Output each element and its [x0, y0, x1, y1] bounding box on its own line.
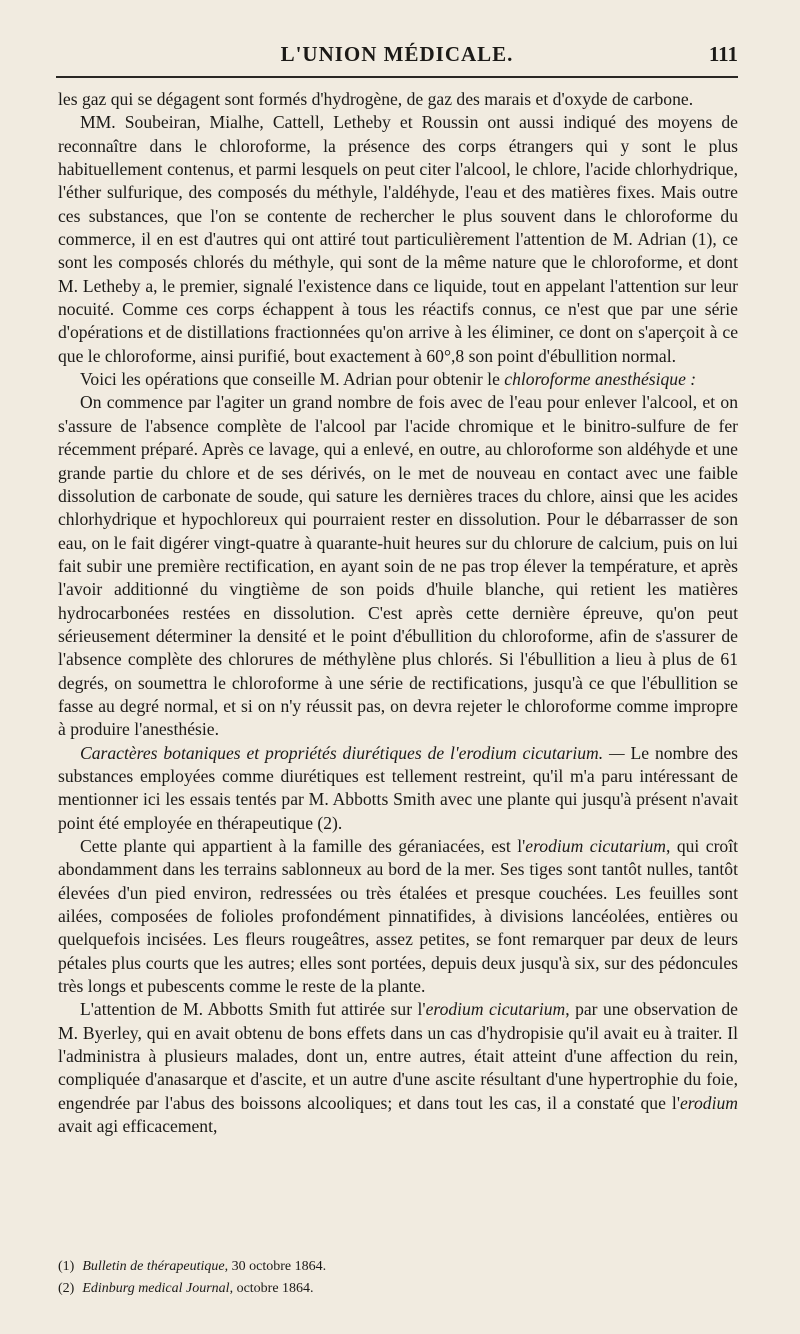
paragraph	[58, 111, 738, 368]
footnote-source: Edinburg medical Journal	[82, 1281, 230, 1296]
section-heading: Caractères botaniques et propriétés diurétiques de l'erodium cicutarium. —	[80, 742, 625, 763]
footnotes	[58, 1256, 738, 1300]
paragraph-text: Cette plante qui appartient à la famille des géraniacées, est l'	[80, 836, 526, 856]
paragraph	[58, 998, 738, 1138]
paragraph	[58, 88, 738, 111]
footnote-source: Bulletin de thérapeutique	[82, 1259, 225, 1274]
footnote-number: (2)	[58, 1281, 75, 1296]
paragraph	[58, 391, 738, 741]
paragraph-text: On commence par l'agiter un grand nombre de fois avec de l'eau pour enlever l'alcool, et on s'assure de l'absence complète de l'alcool par l'acide chromique et le binitro-sulfure de fer récemment préparé. Après ce lavage, qui a enlevé, en outre, au chloroforme son aldéhyde et une grande partie du chlore et de ses dérivés, on le met de nouveau en contact avec une faible dissolution de carbonate de soude, qui sature les dernières traces du chlore, ainsi que les acides chlorhydrique et hypochloreux qui pourraient rester en dissolution. Pour le débarrasser de son eau, on le fait digérer vingt-quatre à quarante-huit heures sur du chlorure de calcium, puis on lui fait subir une première rectification, en ayant soin de ne pas trop élever la température, et après l'avoir additionné du vingtième de son poids d'huile blanche, qui retient les matières hydrocarbonées restées en dissolution. C'est après cette dernière épreuve, qu'on peut sérieusement déterminer la densité et le point d'ébullition du chloroforme, afin de s'assurer de l'absence complète des chlorures de méthylène plus chlorés. Si l'ébullition a lieu à plus de 61 degrés, on soumettra le chloroforme à une série de rectifications, jusqu'à ce que l'ébullition se fasse au degré normal, et si on n'y réussit pas, on devra rejeter le chloroforme comme impropre à produire l'anesthésie.	[58, 392, 738, 740]
paragraph-text: avait agi efficacement,	[58, 1116, 218, 1137]
footnote-number: (1)	[58, 1259, 75, 1274]
running-header	[56, 36, 738, 78]
paragraph-text: L'attention de M. Abbotts Smith fut attirée sur l'	[80, 999, 426, 1020]
journal-title: L'UNION MÉDICALE.	[280, 42, 514, 66]
footnote	[58, 1256, 738, 1278]
footnote-detail: , octobre 1864.	[229, 1281, 314, 1296]
italic-term: erodium	[680, 1092, 738, 1113]
paragraph	[58, 368, 738, 391]
section-paragraph	[58, 742, 738, 835]
italic-term: erodium cicutarium	[425, 999, 566, 1020]
page-number: 111	[708, 42, 738, 66]
italic-term: chloroforme anesthésique :	[504, 369, 697, 390]
paragraph-text: , qui croît abondamment dans les terrains sablonneux au bord de la mer. Ses tiges sont tantôt nulles, tantôt élevées d'un pied environ, redressées ou très étalées et presque couchées. Les feuilles sont ailées, composées de folioles profondément pinnatifides, à divisions lancéolées, entières ou quelquefois incisées. Les fleurs rougeâtres, assez petites, se font remarquer par deux de leurs pétales plus courts que les autres; elles sont portées, depuis deux jusqu'à six, sur des pédoncules très longs et pubescents comme le reste de la plante.	[58, 836, 738, 997]
paragraph-text: Voici les opérations que conseille M. Adrian pour obtenir le	[80, 369, 505, 390]
footnote-detail: , 30 octobre 1864.	[224, 1259, 327, 1274]
paragraph-text: , par une observation de M. Byerley, qui en avait obtenu de bons effets dans un cas d'hydropisie qu'il avait eu à traiter. Il l'administra à plusieurs malades, dont un, entre autres, était atteint d'une affection du rein, compliquée d'anasarque et d'ascite, et un autre d'une ascite résultant d'une hypertrophie du foie, engendrée par l'abus des boissons alcooliques; et dans tout les cas, il a constaté que l'	[58, 999, 738, 1113]
paragraph	[58, 835, 738, 998]
body-text	[58, 88, 738, 1138]
footnote	[58, 1278, 738, 1300]
paragraph-text: les gaz qui se dégagent sont formés d'hydrogène, de gaz des marais et d'oxyde de carbone.	[58, 89, 694, 109]
paragraph-text: Le nombre des substances employées comme diurétiques est tellement restreint, qu'il m'a paru intéressant de mentionner ici les essais tentés par M. Abbotts Smith avec une plante qui jusqu'à présent n'avait point été employée en thérapeutique (2).	[58, 742, 738, 833]
italic-term: erodium cicutarium	[525, 836, 666, 856]
paragraph-text: MM. Soubeiran, Mialhe, Cattell, Letheby et Roussin ont aussi indiqué des moyens de reconnaître dans le chloroforme, la présence des corps étrangers qui y sont le plus habituellement contenus, et parmi lesquels on peut citer l'alcool, le chlore, l'acide chlorhydrique, l'éther sulfurique, des composés du méthyle, l'aldéhyde, l'eau et des matières fixes. Mais outre ces substances, que l'on se contente de rechercher le plus souvent dans le chloroforme du commerce, il en est d'autres qui ont attiré tout particulièrement l'attention de M. Adrian (1), ce sont les composés chlorés du méthyle, qui sont de la même nature que le chloroforme, et dont M. Letheby a, le premier, signalé l'existence dans ce liquide, tout en appelant l'attention sur leur nocuité. Comme ces corps échappent à tous les réactifs connus, ce n'est que par une série d'opérations et de distillations fractionnées qu'on arrive à les éliminer, ce dont on s'aperçoit à ce que le chloroforme, ainsi purifié, bout exactement à 60°,8 son point d'ébullition normal.	[58, 112, 738, 366]
